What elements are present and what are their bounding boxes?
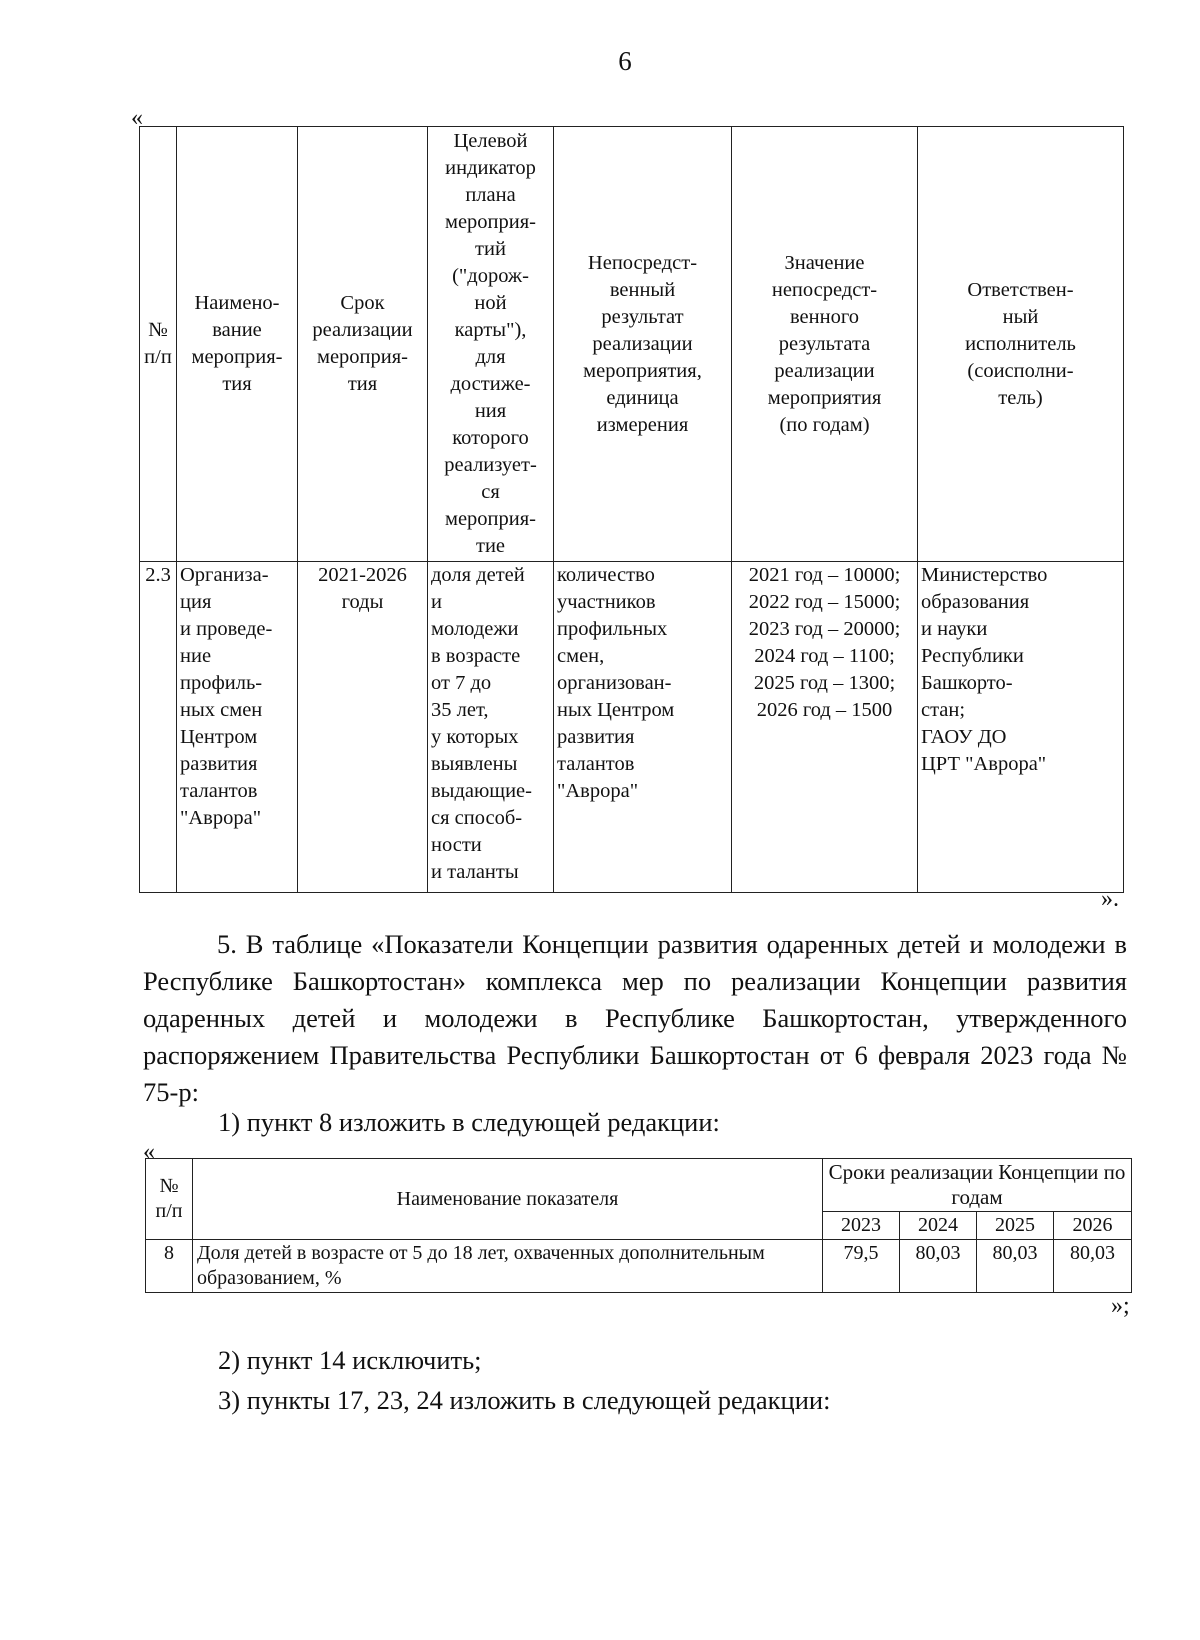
table1-close-quote: ».	[1101, 886, 1119, 912]
row-period: 2021-2026 годы	[298, 562, 428, 893]
row-indicator-name: Доля детей в возрасте от 5 до 18 лет, охваченных дополнительным образованием, %	[193, 1240, 823, 1293]
row-indicator: доля детей и молодежи в возрасте от 7 до 35 лет, у которых выявлены выдающие- ся способ- ности и таланты	[428, 562, 554, 893]
header-year: 2025	[977, 1212, 1054, 1240]
header-indicator-name: Наименование показателя	[193, 1159, 823, 1240]
header-implementation-period: Срок реализации мероприя- тия	[298, 127, 428, 562]
indicators-table	[145, 1158, 1132, 1293]
table2-open-quote: «	[143, 1139, 155, 1165]
indicators-table-row	[146, 1240, 1132, 1293]
paragraph-5: 5. В таблице «Показатели Концепции развития одаренных детей и молодежи в Республике Башкортостан» комплекса мер по реализации Концепции развития одаренных детей и молодежи в Республике Башкортостан, утвержденного распоряжением Правительства Республики Башкортостан от 6 февраля 2023 года № 75-р:	[143, 929, 1127, 1107]
table1-open-quote: «	[131, 105, 143, 131]
header-target-indicator: Целевой индикатор плана мероприя- тий ("дорож- ной карты"), для достиже- ния которого реализует- ся мероприя- тие	[428, 127, 554, 562]
item-2: 2) пункт 14 исключить;	[218, 1345, 482, 1375]
measures-table-header-row	[140, 127, 1124, 562]
header-implementation-period: Сроки реализации Концепции по годам	[823, 1159, 1132, 1212]
row-result: количество участников профильных смен, организован- ных Центром развития талантов "Аврора"	[554, 562, 732, 893]
row-number: 2.3	[140, 562, 177, 893]
row-value: 80,03	[900, 1240, 977, 1293]
header-responsible-executor: Ответствен- ный исполнитель (соисполни- тель)	[918, 127, 1124, 562]
indicators-table-header-row	[146, 1159, 1132, 1212]
page-number: 6	[618, 46, 632, 76]
header-measure-name: Наимено- вание мероприя- тия	[177, 127, 298, 562]
header-year: 2023	[823, 1212, 900, 1240]
header-number: № п/п	[146, 1159, 193, 1240]
row-value: 80,03	[1054, 1240, 1132, 1293]
header-direct-result: Непосредст- венный результат реализации мероприятия, единица измерения	[554, 127, 732, 562]
row-value: 80,03	[977, 1240, 1054, 1293]
header-year: 2026	[1054, 1212, 1132, 1240]
header-result-value: Значение непосредст- венного результата реализации мероприятия (по годам)	[732, 127, 918, 562]
row-executor: Министерство образования и науки Республики Башкорто- стан; ГАОУ ДО ЦРТ "Аврора"	[918, 562, 1124, 893]
measures-table-row	[140, 562, 1124, 893]
row-measure-name: Организа- ция и проведе- ние профиль- ных смен Центром развития талантов "Аврора"	[177, 562, 298, 893]
table2-close-quote: »;	[1111, 1293, 1130, 1319]
row-value: 79,5	[823, 1240, 900, 1293]
row-values: 2021 год – 10000; 2022 год – 15000; 2023 год – 20000; 2024 год – 1100; 2025 год – 1300; 2026 год – 1500	[732, 562, 918, 893]
item-3: 3) пункты 17, 23, 24 изложить в следующей редакции:	[218, 1385, 831, 1415]
row-number: 8	[146, 1240, 193, 1293]
header-year: 2024	[900, 1212, 977, 1240]
item-1: 1) пункт 8 изложить в следующей редакции:	[218, 1107, 720, 1137]
header-number: № п/п	[140, 127, 177, 562]
measures-table	[139, 126, 1124, 893]
